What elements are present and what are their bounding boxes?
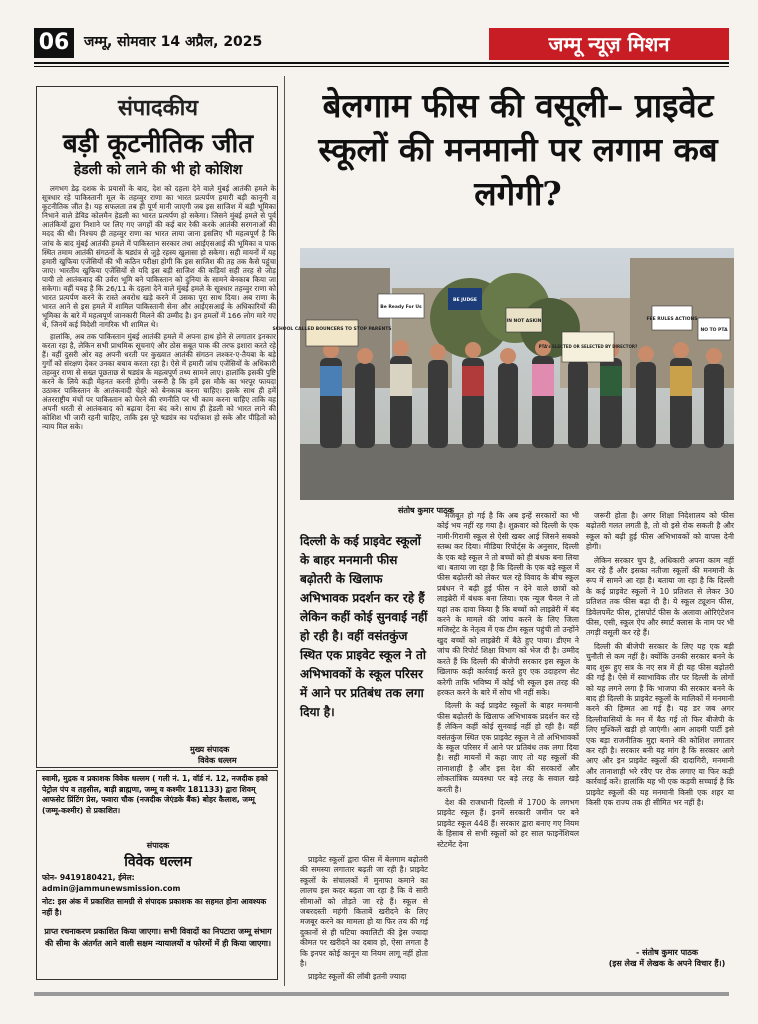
header-rule-thin [34, 66, 729, 67]
placard-text: NO TO PTA [700, 328, 728, 333]
author-name: - संतोष कुमार पाठक [635, 948, 699, 957]
dateline: जम्मू, सोमवार 14 अप्रैल, 2025 [84, 34, 263, 50]
article-paragraph: जरूरी होता है। अगर शिक्षा निदेशालय को फीस बढ़ोतरी गलत लगती है, तो वो इसे रोक सकती है और स्कूल को बढ़ी हुई फीस अभिभावकों को वापस देनी होगी। [586, 511, 734, 552]
placard-text: Be Ready For Us [380, 305, 422, 310]
masthead: जम्मू न्यूज़ मिशन [489, 28, 729, 60]
placard-text: SCHOOL CALLED BOUNCERS TO STOP PARENTS [272, 327, 392, 332]
imprint-editor-label: संपादक [146, 841, 170, 850]
article-paragraph: प्राइवेट स्कूलों द्वारा फीस में बेलगाम बढ़ोतरी की समस्या लगातार बढ़ती जा रही है। प्राइवेट स्कूलों के संचालकों में मुनाफा कमाने का लालच इस कदर बढ़ता जा रहा है कि वे सारी सीमाओं को तोड़ते जा रहे हैं। स्कूल से जबरदस्ती महंगी किताबें खरीदने के लिए मजबूर करने का मामला हो या फिर तय की गई दुकानों से ही घटिया क्वालिटी की ड्रेस ज्यादा कीमत पर खरीदने का दबाव हो, ऐसा लगता है कि इनपर कोई कानून या नियम लागू नहीं होता है। [300, 855, 428, 969]
imprint-legal: प्राप्त रचनाकरण प्रकाशित किया जाएगा। सभी विवादों का निपटारा जम्मू संभाग की सीमा के अंतर्गत आने वाली सक्षम न्यायालयों व फोरमों में ही किया जाएगा। [44, 927, 272, 948]
editorial-title: बड़ी कूटनीतिक जीत [62, 129, 254, 159]
placard-text: FEE RULES ACTIONS [646, 317, 698, 322]
imprint-contact: फोन- 9419180421, ईमेल: admin@jammunewsmission.com [42, 873, 181, 893]
editorial-label: संपादकीय [117, 95, 199, 121]
editorial-body [42, 184, 276, 744]
header-rule [34, 62, 729, 64]
article-paragraph: दिल्ली के कई प्राइवेट स्कूलों के बाहर मनमानी फीस बढ़ोतरी के खिलाफ अभिभावक प्रदर्शन कर रहे हैं लेकिन कहीं कोई सुनवाई नहीं हो रही है। वहीं वसंतकुंज स्थित एक प्राइवेट स्कूल ने तो अभिभावकों के स्कूल परिसर में आने पर प्रतिबंध तक लगा दिया है। सही मायनों में कहा जाए तो यह स्कूलों की तानाशाही है और इस देश की सरकारों और लोकतांत्रिक व्यवस्था पर बड़े तरह के सवाल खड़े करती है। [437, 701, 579, 794]
editorial-subtitle: हेडली को लाने की भी हो कोशिश [73, 162, 243, 178]
pull-quote: दिल्ली के कई प्राइवेट स्कूलों के बाहर मनमानी फीस बढ़ोतरी के खिलाफ अभिभावक प्रदर्शन कर रहे हैं लेकिन कहीं कोई सुनवाई नहीं हो रही है। वहीं वसंतकुंज स्थित एक प्राइवेट स्कूल ने तो अभिभावकों के स्कूल परिसर में आने पर प्रतिबंध तक लगा दिया है। [300, 534, 428, 719]
article-paragraph: दिल्ली की बीजेपी सरकार के लिए यह एक बड़ी चुनौती से कम नहीं है। क्योंकि उनकी सरकार बनने के बाद शुरू हुए सत्र के नए सत्र में ही यह फीस बढ़ोतरी की गई है। ऐसे में स्वाभाविक तौर पर दिल्ली के लोगों को यह लगने लगा है कि भाजपा की सरकार बनने के बाद ही दिल्ली के प्राइवेट स्कूलों के मालिकों में मनमानी करने की हिम्मत आ गई है। यह डर जब अगर दिल्लीवासियों के मन में बैठ गई तो फिर बीजेपी के लिए मुश्किलें खड़ी हो जाएंगी। आम आदमी पार्टी इसे एक बड़ा राजनीतिक मुद्दा बनाने की कोशिश लगातार कर रही है। सरकार बनी यह मांग है कि सरकार आगे आए और इन प्राइवेट स्कूलों की दादागिरी, मनमानी और तानाशाही भरे रवैए पर रोक लगाए या फिर कड़ी कार्रवाई करें। हालांकि यह भी एक कड़वी सच्चाई है कि प्राइवेट स्कूलों की यह मनमानी किसी एक शहर या किसी एक राज्य तक ही सीमित भर नहीं है। [586, 641, 734, 807]
editorial-sign-role: मुख्य संपादक [190, 745, 230, 754]
page-number: 06 [34, 28, 74, 58]
placard-text: BE JUDGE [453, 298, 477, 303]
editorial-paragraph: लगभग डेढ़ दशक के प्रयासों के बाद, देश को दहला देने वाले मुंबई आतंकी हमले के सूत्रधार रहे पाकिस्तानी मूल के तहव्वुर राणा का भारत प्रत्यर्पण हमारी बड़ी कानूनी व कूटनीतिक जीत है। यह सफलता तब ही पूर्ण मानी जाएगी जब इस साजिश में बड़ी भूमिका निभाने वाले डेविड कोलमैन हेडली का भारत प्रत्यर्पण हो सकेगा। जिसने मुंबई हमले से पूर्व आतंकियों द्वारा निशाने पर लिए गए जगहों की कई बार रेकी करके आतंकी सरगनाओं की मदद की थी। निश्चय ही तहव्वुर राणा का भारत लाया जाना इसलिए भी महत्वपूर्ण है कि जांच के बाद मुंबई आतंकी हमले में पाकिस्तान सरकार तथा आईएसआई की भूमिका व पाक स्थित तमाम आतंकी संगठनों के षड्यंत्र से जुड़े रहस्य खुलासा हो सकेगा। सही मायनों में यह हमारी खुफिया एजेंसियों की भी कठिन परीक्षा होगी कि इस साजिश की तह तक कैसे पहुंचा जाए। भारतीय खुफिया एजेंसियों से यदि इस बड़ी साजिश की कड़ियां सही तरह से जोड़ पायी तो आतंकवाद की उर्वरा भूमि बने पाकिस्तान को दुनिया के सामने बेनकाब किया जा सकेगा। वहीं यवह है कि 26/11 के दहला देने वाले मुंबई हमले के सूत्रधार तहव्वुर राणा को भारत प्रत्यर्पण करने के रास्ते अवरोध खड़े करने में उसका पूरा साथ दिया। अब राणा के भारत आने से इस हमले में शामिल पाकिस्तानी सेना और आईएसआई के अधिकारियों की भूमिका के बारे में महत्वपूर्ण जानकारी मिलने की उम्मीद है। इन हमलों में 166 लोग मारे गए थे, जिनमें कई विदेशी नागरिक भी शामिल थे। [42, 184, 276, 330]
imprint-publisher: स्वामी, मुद्रक व प्रकाशक विवेक धल्लम ( गली नं. 1, वॉर्ड नं. 12, नजदीक हको पेट्रोल पंप व तहसील, बाड़ी ब्राह्मणा, जम्मू व कश्मीर 181133) द्वारा शिवम् आफसेट प्रिंटिंग प्रेस, फवारा चौक (नजदीक जेएंडके बैंक) बोहर कैलाश, जम्मू (जम्मू-कश्मीर) से प्रकाशित। [42, 774, 268, 815]
photo-credit: संतोष कुमार पाठक [398, 506, 454, 515]
article-paragraph: प्राइवेट स्कूलों की लॉबी इतनी ज्यादा [308, 972, 407, 982]
article-column-3 [586, 511, 734, 949]
article-headline: बेलगाम फीस की वसूली– प्राइवेट स्कूलों की मनमानी पर लगाम कब लगेगी? [318, 86, 718, 213]
editorial-paragraph: हालांकि, अब तक पाकिस्तान मुंबई आतंकी हमले में अपना हाथ होने से लगातार इनकार करता रहा है, लेकिन सभी प्राथमिक सूचनाएं और ठोस सबूत पाक की तरफ इशारा करते रहे हैं। वहीं दुसरी ओर वह अपनी धरती पर कुख्यात आतंकी संगठन लश्कर-ए-तैयबा के बड़े गुर्गों को संरक्षण देकर उनका बचाव करता रहा है। ऐसे में हमारी जांच एजेंसियों के अधिकारी तहव्वुर राणा से सख्त पूछताछ से षड्यंत्र के महत्वपूर्ण तथ्य सामने लाए। हालांकि इसकी पुष्टि करने के लिये कड़ी मेहनत करनी होगी। जरूरी है कि हमें इस मौके का भरपूर फायदा उठाकर पाकिस्तान के आतंकवादी चेहरे को बेनकाब करना चाहिए। इसके साथ ही हमें अंतरराष्ट्रीय मंचों पर पाकिस्तान को घेरने की रणनीति पर भी काम करना चाहिए ताकि वह अपनी धरती से आतंकवाद को बढ़ावा देना बंद करे। साथ ही हेडली को भारत लाने की कोशिश भी जारी रहनी चाहिए, ताकि इस पूरे षड्यंत्र का पर्दाफाश हो सके और पीड़ितों को न्याय मिल सके। [42, 331, 277, 432]
author-note: (इस लेख में लेखक के अपने विचार हैं।) [608, 958, 726, 968]
article-paragraph: मजबूत हो गई है कि अब इन्हें सरकारों का भी कोई भय नहीं रह गया है। शुक्रवार को दिल्ली के एक नामी-गिरामी स्कूल से ऐसी खबर आई जिसने सबको स्तब्ध कर दिया। मीडिया रिपोर्ट्स के अनुसार, दिल्ली के एक बड़े स्कूल ने तो बच्चों को ही बंधक बना लिया था। बताया जा रहा है कि दिल्ली के एक बड़े स्कूल में फीस बढ़ोतरी को लेकर चल रहे विवाद के बीच स्कूल प्रबंधन ने बढ़ी हुई फीस न देने वाले छात्रों को लाइब्रेरी में बंधक बना लिया। एक न्यूज चैनल ने तो यहां तक दावा किया है कि बच्चों को लाइब्रेरी में बंद करने के मामले की जांच करने के लिए जिला मजिस्ट्रेट के नेतृत्व में एक टीम स्कूल पहुंची तो उन्होंने खुद बच्चों को लाइब्रेरी में बैठे हुए पाया। डीएम ने जांच की रिपोर्ट शिक्षा विभाग को भेज दी है। उम्मीद करते हैं कि दिल्ली की बीजेपी सरकार इस स्कूल के खिलाफ कड़ी कार्रवाई करते हुए एक उदाहरण सेट करेगी ताकि भविष्य में कोई भी स्कूल इस तरह की हरकत करने के बारे में सोच भी नहीं सके। [437, 511, 579, 697]
editorial-sign-name: विवेक धल्लम [198, 756, 237, 765]
article-paragraph: लेकिन सरकार चुप है, अधिकारी अपना काम नहीं कर रहे हैं और इसका नतीजा स्कूलों की मनमानी के रूप में सामने आ रहा है। बताया जा रहा है कि दिल्ली के कई प्राइवेट स्कूलों ने 10 प्रतिशत से लेकर 30 प्रतिशत तक फीस बढ़ा दी है। ये स्कूल ट्यूशन फीस, डिवेलपमेंट फीस, ट्रांसपोर्ट फीस के अलावा ओरिएंटेशन फीस, एसी, स्कूल ऐप और स्मार्ट क्लास के नाम पर भी तगड़ी वसूली कर रहे हैं। [586, 555, 734, 638]
protest-photo [272, 248, 734, 500]
footer-rule [34, 992, 729, 996]
placard-text: IN NOT ASKIN [506, 319, 542, 324]
imprint-note: नोट: इस अंक में प्रकाशित सामग्री से संपादक प्रकाशक का सहमत होना आवश्यक नहीं है। [42, 897, 267, 917]
column-divider [284, 76, 285, 986]
article-column-1 [300, 855, 428, 987]
article-column-2 [437, 511, 579, 987]
placard-text: PTA's ELECTED OR SELECTED BY DIRECTOR? [538, 344, 638, 349]
imprint-editor-name: विवेक धल्लम [124, 854, 192, 870]
author-byline [600, 948, 734, 969]
article-paragraph: देश की राजधानी दिल्ली में 1700 के लगभग प्राइवेट स्कूल हैं। इनमें सरकारी जमीन पर बने प्राइवेट स्कूल 448 हैं। सरकार द्वारा बनाए गए नियम के हिसाब से सभी स्कूलों को हर साल फाइनेंशियल स्टेटमेंट देना [437, 797, 579, 849]
